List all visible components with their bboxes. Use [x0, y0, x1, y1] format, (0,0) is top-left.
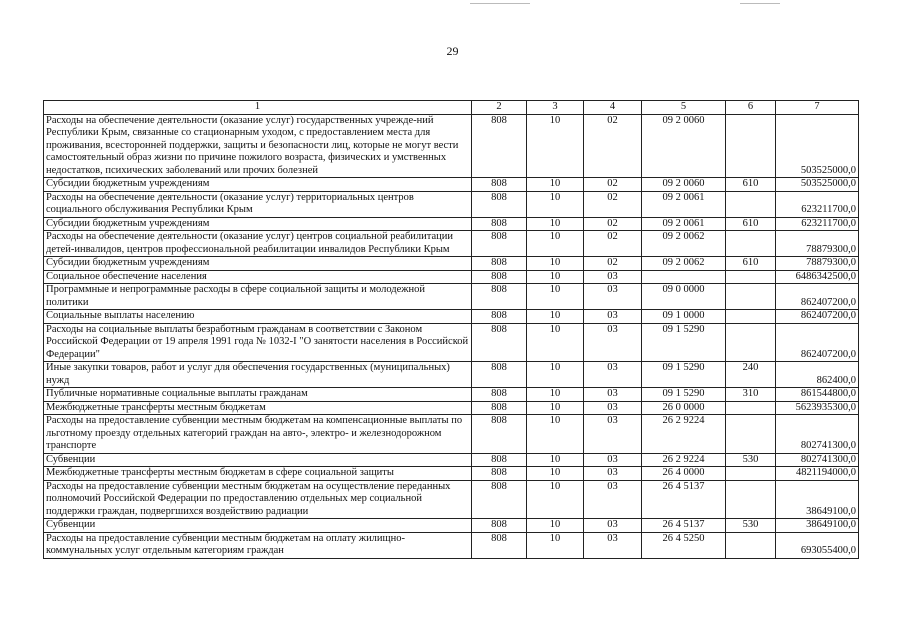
- section-code-cell: 10: [527, 415, 584, 454]
- table-row: [44, 467, 859, 481]
- table-row: [44, 323, 859, 362]
- column-header: 6: [726, 101, 776, 115]
- amount-cell: 503525000,0: [776, 178, 859, 192]
- table-row: [44, 217, 859, 231]
- expense-type-cell: [726, 467, 776, 481]
- subsection-code-cell: 03: [584, 415, 642, 454]
- row-name-cell: Субсидии бюджетным учреждениям: [44, 178, 472, 192]
- table-row: [44, 257, 859, 271]
- subsection-code-cell: 03: [584, 467, 642, 481]
- expense-type-cell: 610: [726, 217, 776, 231]
- table-row: [44, 270, 859, 284]
- row-name-cell: Расходы на предоставление субвенции местным бюджетам на осуществление переданных полномочий Российской Федерации по предоставлению отдельных мер социальной поддержки граждан, подвергшихся воздействию радиации: [44, 480, 472, 519]
- amount-cell: 623211700,0: [776, 217, 859, 231]
- department-code-cell: 808: [472, 114, 527, 178]
- table-header-row: [44, 101, 859, 115]
- subsection-code-cell: 03: [584, 270, 642, 284]
- department-code-cell: 808: [472, 388, 527, 402]
- department-code-cell: 808: [472, 519, 527, 533]
- subsection-code-cell: 02: [584, 178, 642, 192]
- row-name-cell: Субсидии бюджетным учреждениям: [44, 257, 472, 271]
- subsection-code-cell: 03: [584, 310, 642, 324]
- section-code-cell: 10: [527, 310, 584, 324]
- expense-type-cell: 310: [726, 388, 776, 402]
- expense-type-cell: [726, 270, 776, 284]
- subsection-code-cell: 02: [584, 231, 642, 257]
- row-name-cell: Программные и непрограммные расходы в сфере социальной защиты и молодежной политики: [44, 284, 472, 310]
- department-code-cell: 808: [472, 467, 527, 481]
- section-code-cell: 10: [527, 532, 584, 558]
- amount-cell: 38649100,0: [776, 480, 859, 519]
- table-row: [44, 519, 859, 533]
- table-row: [44, 401, 859, 415]
- department-code-cell: 808: [472, 415, 527, 454]
- amount-cell: 4821194000,0: [776, 467, 859, 481]
- subsection-code-cell: 02: [584, 257, 642, 271]
- expense-type-cell: [726, 323, 776, 362]
- table-row: [44, 362, 859, 388]
- table-row: [44, 388, 859, 402]
- subsection-code-cell: 03: [584, 388, 642, 402]
- target-article-cell: 09 1 5290: [642, 388, 726, 402]
- page-number: 29: [446, 44, 459, 58]
- row-name-cell: Социальное обеспечение населения: [44, 270, 472, 284]
- row-name-cell: Расходы на предоставление субвенции местным бюджетам на оплату жилищно-коммунальных услуг отдельным категориям граждан: [44, 532, 472, 558]
- expense-type-cell: [726, 415, 776, 454]
- section-code-cell: 10: [527, 114, 584, 178]
- expense-type-cell: [726, 532, 776, 558]
- section-code-cell: 10: [527, 191, 584, 217]
- department-code-cell: 808: [472, 362, 527, 388]
- expense-type-cell: [726, 401, 776, 415]
- target-article-cell: 26 2 9224: [642, 415, 726, 454]
- expense-type-cell: 610: [726, 257, 776, 271]
- target-article-cell: 09 0 0000: [642, 284, 726, 310]
- amount-cell: 503525000,0: [776, 114, 859, 178]
- amount-cell: 693055400,0: [776, 532, 859, 558]
- subsection-code-cell: 03: [584, 519, 642, 533]
- section-code-cell: 10: [527, 519, 584, 533]
- expense-type-cell: [726, 480, 776, 519]
- subsection-code-cell: 03: [584, 453, 642, 467]
- row-name-cell: Субвенции: [44, 453, 472, 467]
- table-row: [44, 178, 859, 192]
- amount-cell: 862407200,0: [776, 310, 859, 324]
- table-row: [44, 310, 859, 324]
- target-article-cell: 09 2 0061: [642, 217, 726, 231]
- row-name-cell: Межбюджетные трансферты местным бюджетам в сфере социальной защиты: [44, 467, 472, 481]
- target-article-cell: 26 4 5137: [642, 519, 726, 533]
- table-row: [44, 453, 859, 467]
- row-name-cell: Расходы на обеспечение деятельности (оказание услуг) центров социальной реабилитации детей-инвалидов, центров профессиональной реабилитации инвалидов Республики Крым: [44, 231, 472, 257]
- amount-cell: 802741300,0: [776, 453, 859, 467]
- target-article-cell: 09 2 0060: [642, 114, 726, 178]
- department-code-cell: 808: [472, 323, 527, 362]
- section-code-cell: 10: [527, 257, 584, 271]
- column-header: 4: [584, 101, 642, 115]
- target-article-cell: 09 1 5290: [642, 323, 726, 362]
- target-article-cell: 09 2 0062: [642, 257, 726, 271]
- subsection-code-cell: 03: [584, 480, 642, 519]
- amount-cell: 78879300,0: [776, 231, 859, 257]
- department-code-cell: 808: [472, 480, 527, 519]
- subsection-code-cell: 03: [584, 362, 642, 388]
- table-row: [44, 480, 859, 519]
- department-code-cell: 808: [472, 257, 527, 271]
- expense-type-cell: [726, 114, 776, 178]
- section-code-cell: 10: [527, 388, 584, 402]
- department-code-cell: 808: [472, 231, 527, 257]
- target-article-cell: 09 2 0062: [642, 231, 726, 257]
- column-header: 1: [44, 101, 472, 115]
- department-code-cell: 808: [472, 310, 527, 324]
- row-name-cell: Расходы на обеспечение деятельности (оказание услуг) государственных учрежде-ний Республики Крым, связанные со стационарным уходом, с предоставлением места для проживания, всесторонней поддержки, защиты и безопасности лиц, которые не могут вести самостоятельный образ жизни по причине пожилого возраста, физических и умственных недостатков, психических заболеваний или прочих болезней: [44, 114, 472, 178]
- department-code-cell: 808: [472, 401, 527, 415]
- expense-type-cell: [726, 191, 776, 217]
- target-article-cell: 26 4 5137: [642, 480, 726, 519]
- subsection-code-cell: 03: [584, 284, 642, 310]
- row-name-cell: Межбюджетные трансферты местным бюджетам: [44, 401, 472, 415]
- column-header: 3: [527, 101, 584, 115]
- target-article-cell: 26 0 0000: [642, 401, 726, 415]
- section-code-cell: 10: [527, 453, 584, 467]
- amount-cell: 623211700,0: [776, 191, 859, 217]
- subsection-code-cell: 02: [584, 217, 642, 231]
- expense-type-cell: [726, 310, 776, 324]
- column-header: 7: [776, 101, 859, 115]
- row-name-cell: Иные закупки товаров, работ и услуг для обеспечения государственных (муниципальных) нужд: [44, 362, 472, 388]
- section-code-cell: 10: [527, 401, 584, 415]
- expense-type-cell: 530: [726, 453, 776, 467]
- expense-type-cell: [726, 231, 776, 257]
- amount-cell: 5623935300,0: [776, 401, 859, 415]
- section-code-cell: 10: [527, 231, 584, 257]
- table-row: [44, 114, 859, 178]
- expense-type-cell: [726, 284, 776, 310]
- row-name-cell: Субсидии бюджетным учреждениям: [44, 217, 472, 231]
- table-row: [44, 532, 859, 558]
- subsection-code-cell: 02: [584, 191, 642, 217]
- department-code-cell: 808: [472, 284, 527, 310]
- subsection-code-cell: 03: [584, 323, 642, 362]
- amount-cell: 861544800,0: [776, 388, 859, 402]
- section-code-cell: 10: [527, 362, 584, 388]
- target-article-cell: 09 1 0000: [642, 310, 726, 324]
- amount-cell: 78879300,0: [776, 257, 859, 271]
- table-row: [44, 284, 859, 310]
- target-article-cell: 26 2 9224: [642, 453, 726, 467]
- row-name-cell: Расходы на обеспечение деятельности (оказание услуг) территориальных центров социального обслуживания Республики Крым: [44, 191, 472, 217]
- section-code-cell: 10: [527, 217, 584, 231]
- column-header: 5: [642, 101, 726, 115]
- scan-artifact: [740, 3, 780, 4]
- target-article-cell: 26 4 0000: [642, 467, 726, 481]
- target-article-cell: [642, 270, 726, 284]
- scan-artifact: [470, 3, 530, 4]
- department-code-cell: 808: [472, 532, 527, 558]
- department-code-cell: 808: [472, 453, 527, 467]
- section-code-cell: 10: [527, 480, 584, 519]
- section-code-cell: 10: [527, 467, 584, 481]
- amount-cell: 862407200,0: [776, 284, 859, 310]
- department-code-cell: 808: [472, 191, 527, 217]
- row-name-cell: Социальные выплаты населению: [44, 310, 472, 324]
- department-code-cell: 808: [472, 270, 527, 284]
- table-body: [44, 114, 859, 558]
- target-article-cell: 09 2 0061: [642, 191, 726, 217]
- amount-cell: 38649100,0: [776, 519, 859, 533]
- budget-table: [43, 100, 859, 559]
- row-name-cell: Расходы на социальные выплаты безработным гражданам в соответствии с Законом Российской Федерации от 19 апреля 1991 года № 1032-I "О занятости населения в Российской Федерации": [44, 323, 472, 362]
- section-code-cell: 10: [527, 284, 584, 310]
- section-code-cell: 10: [527, 323, 584, 362]
- row-name-cell: Расходы на предоставление субвенции местным бюджетам на компенсационные выплаты по льготному проезду отдельных категорий граждан на авто-, электро- и железнодорожном транспорте: [44, 415, 472, 454]
- table-row: [44, 415, 859, 454]
- amount-cell: 862407200,0: [776, 323, 859, 362]
- section-code-cell: 10: [527, 270, 584, 284]
- section-code-cell: 10: [527, 178, 584, 192]
- department-code-cell: 808: [472, 178, 527, 192]
- amount-cell: 862400,0: [776, 362, 859, 388]
- row-name-cell: Субвенции: [44, 519, 472, 533]
- target-article-cell: 09 1 5290: [642, 362, 726, 388]
- expense-type-cell: 530: [726, 519, 776, 533]
- subsection-code-cell: 02: [584, 114, 642, 178]
- department-code-cell: 808: [472, 217, 527, 231]
- table-row: [44, 231, 859, 257]
- row-name-cell: Публичные нормативные социальные выплаты гражданам: [44, 388, 472, 402]
- amount-cell: 802741300,0: [776, 415, 859, 454]
- target-article-cell: 26 4 5250: [642, 532, 726, 558]
- column-header: 2: [472, 101, 527, 115]
- subsection-code-cell: 03: [584, 401, 642, 415]
- amount-cell: 6486342500,0: [776, 270, 859, 284]
- subsection-code-cell: 03: [584, 532, 642, 558]
- expense-type-cell: 610: [726, 178, 776, 192]
- target-article-cell: 09 2 0060: [642, 178, 726, 192]
- table-row: [44, 191, 859, 217]
- expense-type-cell: 240: [726, 362, 776, 388]
